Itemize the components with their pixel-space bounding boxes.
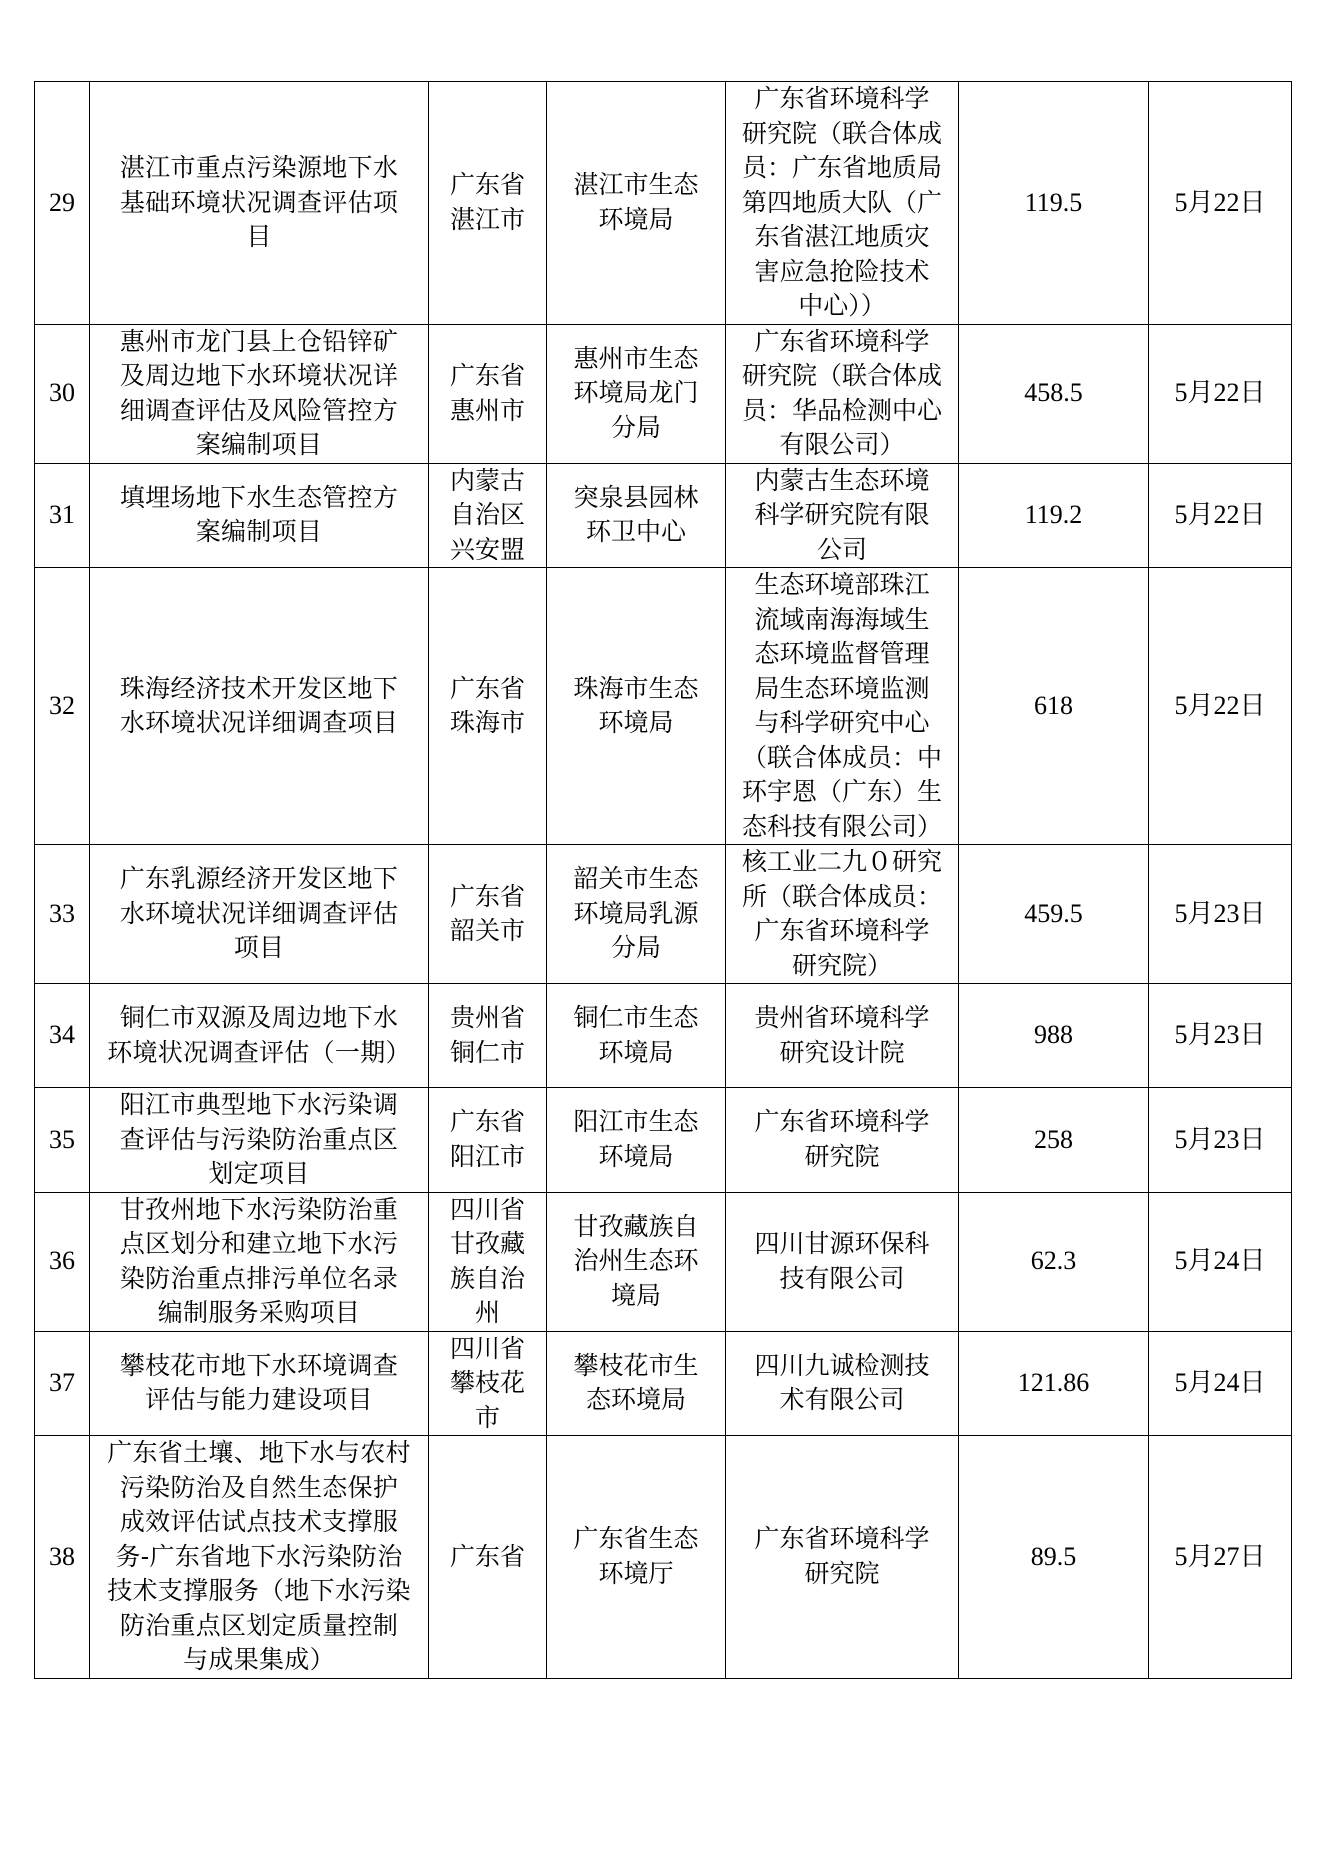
cell-line: 州 [474,1298,500,1327]
cell-line: 及周边地下水环境状况详 [119,361,399,390]
cell-line: 市 [474,1402,500,1432]
cell-line: 内蒙古生态环境 [754,465,930,495]
project-name-cell [90,82,429,325]
cell-line: 环境局龙门 [573,378,699,408]
purchasing-agency-cell [547,568,726,845]
cell-line: 甘孜州地下水污染防治重 [119,1194,399,1224]
cell-line: 分局 [610,933,661,963]
cell-line: 珠海经济技术开发区地下 [119,673,399,703]
cell-line: 中心）） [798,291,886,320]
amount-cell: 62.3 [959,1192,1149,1331]
cell-line: 公司 [816,534,867,564]
date-cell: 5月24日 [1149,1331,1292,1436]
cell-line: 环境局 [598,1037,674,1067]
cell-line: 成效评估试点技术支撑服 [119,1507,399,1536]
project-name-cell [90,568,429,845]
cell-line: 有限公司） [779,430,905,459]
table-row [35,1436,1292,1679]
project-name-cell [90,845,429,984]
date-cell: 5月22日 [1149,568,1292,845]
cell-line: 惠州市 [449,395,525,425]
winning-supplier-cell [726,463,959,568]
region-cell [429,82,547,325]
cell-line: 核工业二九０研究 [741,847,942,876]
cell-line: 务-广东省地下水污染防治 [115,1541,403,1571]
winning-supplier-cell [726,324,959,463]
cell-line: 甘孜藏 [449,1229,525,1258]
cell-line: 研究院 [804,1141,880,1171]
region-cell [429,984,547,1088]
cell-line: 细调查评估及风险管控方 [119,395,399,425]
cell-line: 东省湛江地质灾 [754,222,930,251]
project-name-cell [90,1331,429,1436]
row-number-cell: 36 [35,1192,90,1331]
cell-line: 技有限公司 [779,1263,905,1293]
cell-line: 广东省环境科学 [754,84,930,113]
cell-line: 珠海市 [449,708,525,737]
cell-line: 广东省土壤、地下水与农村 [107,1438,411,1467]
cell-line: 铜仁市生态 [573,1003,699,1032]
cell-line: 目 [246,222,272,251]
cell-line: 广东省 [449,170,525,200]
cell-line: 染防治重点排污单位名录 [119,1263,399,1293]
cell-line: 案编制项目 [195,517,323,547]
winning-supplier-cell [726,1192,959,1331]
cell-line: 环境厅 [598,1558,674,1588]
cell-line: 珠海市生态 [573,673,699,703]
table-row [35,1088,1292,1193]
cell-line: 攀枝花市生 [573,1350,699,1380]
cell-line: 术有限公司 [779,1385,905,1415]
cell-line: 点区划分和建立地下水污 [119,1229,399,1258]
winning-supplier-cell [726,82,959,325]
region-cell [429,568,547,845]
cell-line: 广东省 [449,1107,525,1137]
amount-cell: 121.86 [959,1331,1149,1436]
cell-line: 阳江市生态 [573,1107,699,1137]
cell-line: 环境局 [598,708,674,737]
project-name-cell [90,324,429,463]
winning-supplier-cell [726,984,959,1088]
winning-supplier-cell [726,1436,959,1679]
purchasing-agency-cell [547,1192,726,1331]
cell-line: 项目 [233,933,285,963]
cell-line: 四川甘源环保科 [754,1229,930,1258]
purchasing-agency-cell [547,463,726,568]
cell-line: 研究院（联合体成 [741,361,942,390]
purchasing-agency-cell [547,845,726,984]
date-cell: 5月24日 [1149,1192,1292,1331]
table-row [35,82,1292,325]
purchasing-agency-cell [547,1331,726,1436]
cell-line: 湛江市 [449,204,525,234]
cell-line: 环境局 [598,1141,674,1171]
cell-line: 广东省环境科学 [754,326,930,356]
project-name-cell [90,1436,429,1679]
amount-cell: 988 [959,984,1149,1088]
cell-line: 兴安盟 [449,534,525,564]
region-cell [429,463,547,568]
date-cell: 5月22日 [1149,463,1292,568]
amount-cell: 258 [959,1088,1149,1193]
cell-line: 攀枝花 [449,1368,525,1397]
cell-line: 广东省 [449,673,525,703]
row-number-cell: 32 [35,568,90,845]
cell-line: 研究院 [804,1558,880,1588]
region-cell [429,1436,547,1679]
cell-line: （联合体成员：中 [741,742,942,772]
cell-line: 员：华品检测中心 [741,395,942,425]
cell-line: 突泉县园林 [573,482,699,512]
cell-line: 科学研究院有限 [754,500,930,529]
cell-line: 污染防治及自然生态保护 [119,1472,399,1502]
project-name-cell [90,1088,429,1193]
cell-line: 研究院（联合体成 [741,118,942,148]
cell-line: 攀枝花市地下水环境调查 [119,1350,399,1380]
purchasing-agency-cell [547,324,726,463]
table-row [35,984,1292,1088]
project-name-cell [90,463,429,568]
cell-line: 治州生态环 [573,1246,699,1276]
cell-line: 防治重点区划定质量控制 [119,1610,399,1640]
cell-line: 案编制项目 [195,430,323,459]
amount-cell: 119.2 [959,463,1149,568]
cell-line: 态环境局 [585,1385,686,1415]
cell-line: 与科学研究中心 [754,708,930,737]
row-number-cell: 30 [35,324,90,463]
project-name-cell [90,984,429,1088]
cell-line: 基础环境状况调查评估项 [119,187,399,217]
cell-line: 态环境监督管理 [754,639,930,668]
cell-line: 环境状况调查评估（一期） [107,1037,411,1067]
cell-line: 惠州市龙门县上仓铅锌矿 [119,326,399,356]
date-cell: 5月23日 [1149,845,1292,984]
amount-cell: 458.5 [959,324,1149,463]
cell-line: 广东乳源经济开发区地下 [119,864,399,894]
cell-line: 湛江市生态 [573,170,699,200]
cell-line: 研究院） [791,950,892,980]
region-cell [429,1192,547,1331]
cell-line: 阳江市 [449,1141,525,1171]
cell-line: 环境局 [598,204,674,234]
amount-cell: 459.5 [959,845,1149,984]
date-cell: 5月22日 [1149,82,1292,325]
date-cell: 5月23日 [1149,1088,1292,1193]
cell-line: 水环境状况详细调查项目 [119,708,399,737]
cell-line: 广东省 [449,1541,525,1571]
winning-supplier-cell [726,568,959,845]
cell-line: 族自治 [449,1263,525,1293]
cell-line: 阳江市典型地下水污染调 [119,1090,399,1119]
cell-line: 内蒙古 [449,465,525,495]
cell-line: 境局 [610,1280,661,1310]
cell-line: 环宇恩（广东）生 [741,777,942,806]
row-number-cell: 35 [35,1088,90,1193]
row-number-cell: 31 [35,463,90,568]
cell-line: 四川九诚检测技 [754,1350,930,1380]
cell-line: 研究设计院 [779,1037,905,1067]
cell-line: 甘孜藏族自 [573,1211,699,1241]
cell-line: 广东省环境科学 [754,916,930,945]
cell-line: 与成果集成） [183,1645,335,1674]
date-cell: 5月27日 [1149,1436,1292,1679]
region-cell [429,1088,547,1193]
purchasing-agency-cell [547,984,726,1088]
cell-line: 局生态环境监测 [754,673,930,703]
purchasing-agency-cell [547,82,726,325]
cell-line: 贵州省环境科学 [754,1003,930,1032]
row-number-cell: 29 [35,82,90,325]
date-cell: 5月23日 [1149,984,1292,1088]
procurement-results-table [34,81,1292,1679]
cell-line: 害应急抢险技术 [754,256,930,286]
cell-line: 编制服务采购项目 [157,1298,361,1327]
cell-line: 水环境状况详细调查评估 [119,898,399,928]
amount-cell: 89.5 [959,1436,1149,1679]
table-row [35,1331,1292,1436]
table-body [35,82,1292,1679]
cell-line: 技术支撑服务（地下水污染 [107,1576,411,1605]
row-number-cell: 37 [35,1331,90,1436]
winning-supplier-cell [726,1088,959,1193]
purchasing-agency-cell [547,1436,726,1679]
cell-line: 广东省 [449,881,525,911]
cell-line: 四川省 [449,1194,525,1224]
cell-line: 所（联合体成员： [741,881,942,911]
cell-line: 韶关市生态 [573,864,699,894]
cell-line: 铜仁市 [449,1037,525,1067]
table-row [35,568,1292,845]
amount-cell: 618 [959,568,1149,845]
amount-cell: 119.5 [959,82,1149,325]
table-row [35,845,1292,984]
cell-line: 环卫中心 [585,517,686,547]
cell-line: 员：广东省地质局 [741,153,942,182]
cell-line: 铜仁市双源及周边地下水 [119,1003,399,1032]
cell-line: 广东省 [449,361,525,390]
cell-line: 流域南海海域生 [754,604,930,634]
cell-line: 韶关市 [449,916,525,945]
region-cell [429,324,547,463]
cell-line: 评估与能力建设项目 [145,1385,373,1415]
row-number-cell: 34 [35,984,90,1088]
purchasing-agency-cell [547,1088,726,1193]
cell-line: 第四地质大队（广 [741,187,942,217]
table-row [35,463,1292,568]
cell-line: 查评估与污染防治重点区 [119,1124,399,1154]
row-number-cell: 33 [35,845,90,984]
cell-line: 自治区 [449,500,525,529]
region-cell [429,845,547,984]
cell-line: 四川省 [449,1333,525,1363]
cell-line: 划定项目 [208,1159,310,1188]
cell-line: 填埋场地下水生态管控方 [119,482,399,512]
project-name-cell [90,1192,429,1331]
winning-supplier-cell [726,1331,959,1436]
cell-line: 广东省生态 [573,1524,699,1554]
cell-line: 态科技有限公司） [741,811,942,841]
date-cell: 5月22日 [1149,324,1292,463]
cell-line: 广东省环境科学 [754,1107,930,1137]
cell-line: 生态环境部珠江 [754,570,930,599]
cell-line: 惠州市生态 [573,343,699,373]
row-number-cell: 38 [35,1436,90,1679]
cell-line: 分局 [610,412,661,442]
table-row [35,1192,1292,1331]
region-cell [429,1331,547,1436]
winning-supplier-cell [726,845,959,984]
table-row [35,324,1292,463]
cell-line: 广东省环境科学 [754,1524,930,1554]
cell-line: 环境局乳源 [573,898,699,928]
cell-line: 贵州省 [449,1003,525,1032]
cell-line: 湛江市重点污染源地下水 [119,153,399,182]
